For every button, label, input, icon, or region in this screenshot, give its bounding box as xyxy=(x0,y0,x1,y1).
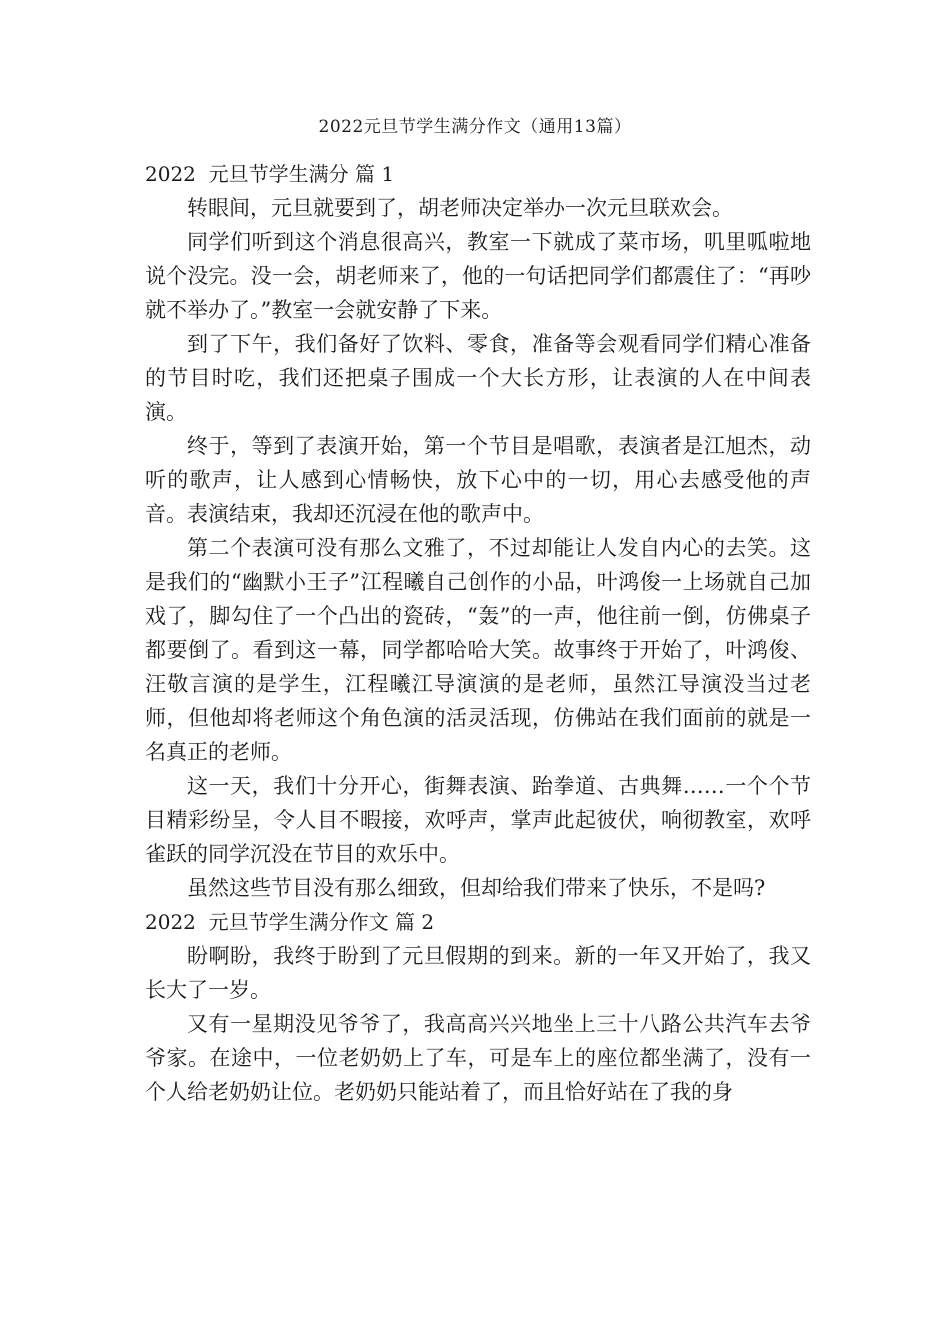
paragraph: 这一天，我们十分开心，街舞表演、跆拳道、古典舞……一个个节目精彩纷呈，令人目不暇接，欢呼声，掌声此起彼伏，响彻教室，欢呼雀跃的同学沉没在节目的欢乐中。 xyxy=(145,774,811,866)
paragraph: 到了下午，我们备好了饮料、零食，准备等会观看同学们精心准备的节目时吃，我们还把桌子围成一个大长方形，让表演的人在中间表演。 xyxy=(145,332,811,424)
paragraph: 虽然这些节目没有那么细致，但却给我们带来了快乐，不是吗? xyxy=(187,876,766,900)
essay-section-2 xyxy=(145,905,811,1109)
document-body xyxy=(145,157,811,1109)
paragraph: 第二个表演可没有那么文雅了，不过却能让人发自内心的去笑。这是我们的“幽默小王子”江程曦自己创作的小品，叶鸿俊一上场就自己加戏了，脚勾住了一个凸出的瓷砖，“轰”的一声，他往前一倒，仿佛桌子都要倒了。看到这一幕，同学都哈哈大笑。故事终于开始了，叶鸿俊、汪敬言演的是学生，江程曦江导演演的是老师，虽然江导演没当过老师，但他却将老师这个角色演的活灵活现，仿佛站在我们面前的就是一名真正的老师。 xyxy=(145,536,811,764)
document-title: 2022元旦节学生满分作文（通用13篇） xyxy=(318,117,632,137)
section-heading: 2022 元旦节学生满分 篇 1 xyxy=(145,162,395,186)
paragraph: 盼啊盼，我终于盼到了元旦假期的到来。新的一年又开始了，我又长大了一岁。 xyxy=(145,944,811,1002)
essay-section-1 xyxy=(145,157,811,905)
paragraph: 同学们听到这个消息很高兴，教室一下就成了菜市场，叽里呱啦地说个没完。没一会，胡老师来了，他的一句话把同学们都震住了：“再吵就不举办了。”教室一会就安静了下来。 xyxy=(145,230,811,322)
paragraph: 又有一星期没见爷爷了，我高高兴兴地坐上三十八路公共汽车去爷爷家。在途中，一位老奶奶上了车，可是车上的座位都坐满了，没有一个人给老奶奶让位。老奶奶只能站着了，而且恰好站在了我的身 xyxy=(145,1012,811,1104)
section-heading: 2022 元旦节学生满分作文 篇 2 xyxy=(145,910,435,934)
paragraph: 转眼间，元旦就要到了，胡老师决定举办一次元旦联欢会。 xyxy=(187,196,733,220)
paragraph: 终于，等到了表演开始，第一个节目是唱歌，表演者是江旭杰，动听的歌声，让人感到心情畅快，放下心中的一切，用心去感受他的声音。表演结束，我却还沉浸在他的歌声中。 xyxy=(145,434,811,526)
